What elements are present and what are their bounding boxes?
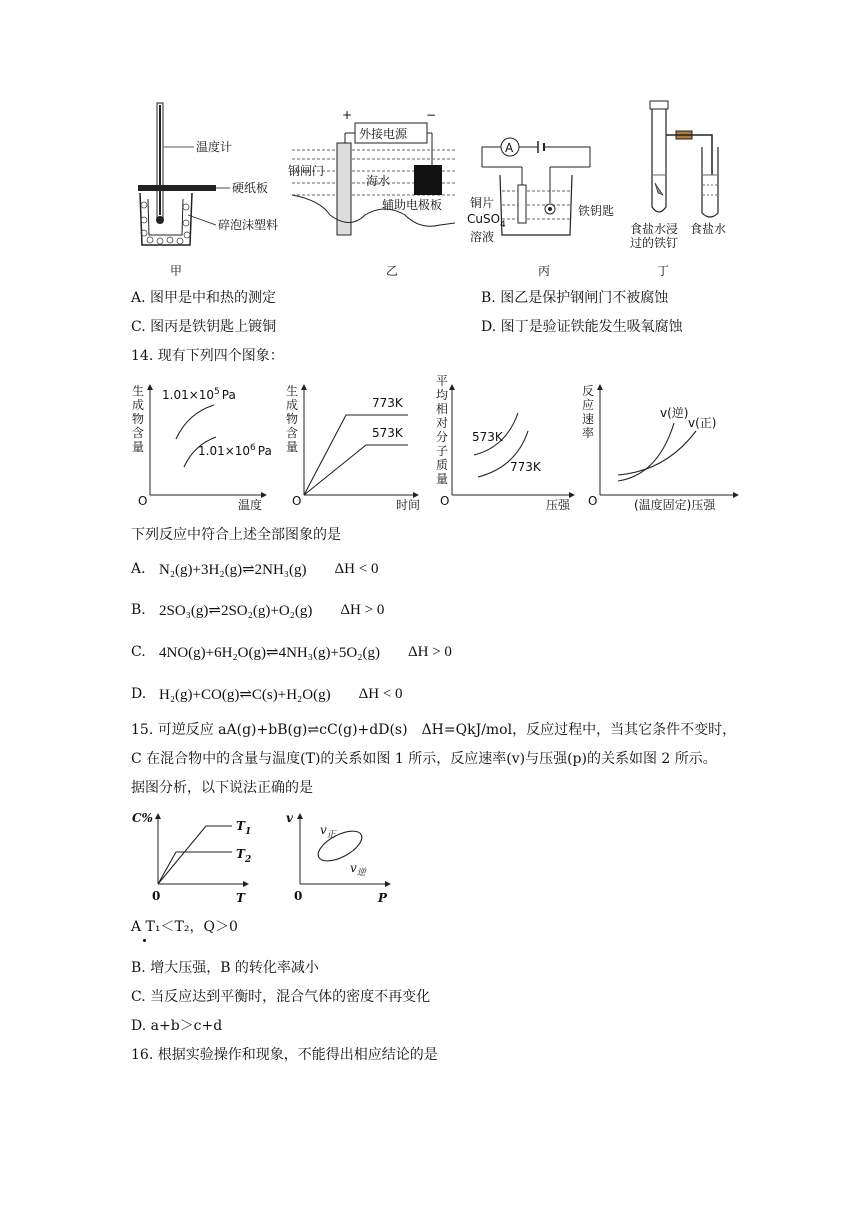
svg-text:反应速率: 反应速率 (582, 384, 595, 440)
q14-g1-curve1-unit: Pa (221, 388, 236, 402)
q14-option-c-dh: ΔH > 0 (407, 643, 452, 660)
q14-g2-origin: O (292, 494, 302, 508)
q14-option-b-dh: ΔH > 0 (340, 601, 385, 618)
q14-g3-origin: O (440, 494, 450, 508)
figure-bing (467, 138, 614, 278)
ding-label-3: 食盐水 (690, 222, 727, 236)
q14-g3-xlabel: 压强 (546, 498, 571, 512)
figure-yi (288, 108, 455, 278)
jia-thermometer-label: 温度计 (196, 140, 233, 154)
bing-key-label: 铁钥匙 (578, 204, 615, 218)
svg-text:CuSO4 (467, 212, 506, 230)
q15-fig2-vr: v (350, 861, 357, 875)
q15-figure-1 (132, 811, 251, 905)
q14-g4-xlabel: (温度固定)压强 (634, 498, 716, 512)
q14-g4-origin: O (588, 494, 598, 508)
q15-fig2-ylabel: v (286, 811, 293, 825)
q15-option-d: D. a+b＞c+d (131, 1018, 223, 1034)
q13-option-a: A. 图甲是中和热的测定 (131, 290, 277, 306)
q14-g1-curve2-unit: Pa (257, 444, 272, 458)
q14-g2-curve-2 (304, 445, 408, 495)
yi-gate-label: 钢闸门 (288, 164, 325, 178)
q14-option-a-equation: N₂(g)+3H₂(g)⇌2NH₃(g) (159, 561, 307, 578)
q14-g1-curve1-exp: 5 (214, 387, 220, 397)
q14-option-a-label: A. (131, 561, 146, 577)
q15-fig1-t2: T (236, 847, 245, 861)
q14-g1-curve-1 (176, 405, 214, 439)
q14-question: 下列反应中符合上述全部图象的是 (131, 527, 341, 543)
bing-caption: 丙 (538, 264, 551, 278)
yi-plus-label: + (342, 108, 353, 122)
q14-option-c-equation: 4NO(g)+6H₂O(g)⇌4NH₃(g)+5O₂(g) (159, 644, 380, 661)
q14-g1-curve1-label: 1.01×10 (162, 388, 215, 402)
q14-option-d-equation: H₂(g)+CO(g)⇌C(s)+H₂O(g) (159, 686, 331, 703)
q15-option-a: A T₁＜T₂，Q＞0 (131, 919, 238, 935)
svg-text:T1 (236, 819, 251, 837)
svg-text:生成物含量: 生成物含量 (286, 384, 299, 454)
figure-jia (138, 103, 278, 278)
q13-option-d: D. 图丁是验证铁能发生吸氧腐蚀 (481, 319, 683, 335)
q14-graph-1 (132, 383, 272, 512)
q14-g4-curve-2 (618, 431, 696, 475)
q14-g2-xlabel: 时间 (396, 498, 421, 512)
q15-fig2-vf-sub: 正 (326, 830, 336, 840)
svg-text:T2 (236, 847, 251, 865)
q15-fig2-vr-sub: 逆 (356, 868, 366, 878)
q15-fig1-t2-line (158, 852, 232, 884)
q15-line-3: 据图分析，以下说法正确的是 (131, 780, 313, 796)
q15-figures (128, 806, 398, 910)
q14-g1-curve2-label: 1.01×10 (198, 444, 251, 458)
q15-line-1: 15. 可逆反应 aA(g)+bB(g)⇌cC(g)+dD(s) ΔH=QkJ/mol，反应过程中，当其它条件不变时， (131, 722, 737, 738)
ding-label-1: 食盐水浸 (630, 222, 679, 236)
q15-figure-2 (286, 811, 390, 905)
q14-option-c-label: C. (131, 644, 146, 660)
q14-graph-3 (436, 375, 574, 512)
q14-g2-curve2-label: 573K (372, 426, 403, 440)
jia-board-label: 硬纸板 (232, 181, 269, 195)
q15-option-c: C. 当反应达到平衡时，混合气体的密度不再变化 (131, 989, 431, 1005)
q14-graphs (126, 375, 766, 515)
ding-label-2: 过的铁钉 (630, 236, 679, 250)
q15-fig1-t2-sub: 2 (244, 855, 252, 865)
bing-ammeter-label: A (505, 141, 514, 155)
q14-g1-origin: O (138, 494, 148, 508)
q14-g4-curve1-label: v(逆) (660, 406, 689, 420)
bing-solution-label: 溶液 (470, 230, 495, 244)
q14-option-d (131, 682, 403, 706)
q15-fig1-origin: 0 (152, 889, 161, 903)
q14-option-b-equation: 2SO₃(g)⇌2SO₂(g)+O₂(g) (159, 602, 313, 619)
q15-option-b: B. 增大压强，B 的转化率减小 (131, 960, 319, 976)
q14-g1-curve2-exp: 6 (250, 443, 256, 453)
q13-option-b: B. 图乙是保护钢闸门不被腐蚀 (481, 290, 669, 306)
jia-foam-label: 碎泡沫塑料 (218, 218, 279, 232)
q13-option-c: C. 图丙是铁钥匙上镀铜 (131, 319, 277, 335)
bing-cuso4-label: CuSO (467, 212, 501, 226)
q14-option-a (131, 557, 378, 581)
yi-seawater-label: 海水 (366, 174, 391, 188)
figure-ding (630, 101, 726, 278)
q14-g1-xlabel: 温度 (238, 498, 263, 512)
q14-stem: 14. 现有下列四个图象： (131, 348, 284, 364)
q15-fig2-vf: v (320, 823, 327, 837)
q15-fig1-t1-sub: 1 (244, 827, 252, 837)
bing-copper-label: 铜片 (470, 196, 495, 210)
q13-figures (120, 95, 760, 280)
svg-text:v逆 (350, 861, 367, 878)
q15-fig1-t1-line (158, 826, 232, 884)
svg-text:v正 (320, 823, 337, 840)
q14-option-d-label: D. (131, 686, 147, 702)
q14-option-d-dh: ΔH < 0 (358, 685, 403, 702)
jia-caption: 甲 (170, 264, 183, 278)
q16-stem: 16. 根据实验操作和现象，不能得出相应结论的是 (131, 1047, 438, 1063)
yi-electrode-label: 辅助电极板 (382, 198, 443, 212)
svg-text:1.01×106Pa (198, 443, 272, 458)
q14-option-a-dh: ΔH < 0 (334, 560, 379, 577)
svg-text:平均相对分子质量: 平均相对分子质量 (436, 375, 449, 486)
q15-fig1-xlabel: T (236, 891, 245, 905)
yi-minus-label: − (426, 108, 437, 122)
q14-g3-curve2-label: 773K (510, 460, 541, 474)
yi-power-label: 外接电源 (359, 127, 408, 141)
q14-g4-curve-1 (618, 423, 674, 481)
q14-option-b (131, 598, 384, 622)
q15-line-2: C 在混合物中的含量与温度(T)的关系如图 1 所示，反应速率(v)与压强(p)的关系如图 2 所示。 (131, 751, 717, 767)
ding-caption: 丁 (657, 264, 670, 278)
q15-fig2-origin: 0 (294, 889, 303, 903)
q14-graph-2 (286, 383, 420, 512)
svg-text:生成物含量: 生成物含量 (132, 384, 145, 454)
q15-fig2-xlabel: P (378, 891, 388, 905)
q14-graph-4 (582, 384, 738, 512)
bing-cuso4-sub: 4 (500, 220, 506, 230)
q14-g2-curve1-label: 773K (372, 396, 403, 410)
yi-caption: 乙 (386, 264, 399, 278)
q14-option-b-label: B. (131, 602, 146, 618)
q14-option-c (131, 640, 452, 664)
q15-fig1-t1: T (236, 819, 245, 833)
q14-g3-curve1-label: 573K (472, 430, 503, 444)
svg-text:1.01×105Pa (162, 387, 236, 402)
emphasis-dot (143, 939, 146, 942)
q15-fig1-ylabel: C% (132, 811, 153, 825)
q14-g4-curve2-label: v(正) (688, 416, 717, 430)
